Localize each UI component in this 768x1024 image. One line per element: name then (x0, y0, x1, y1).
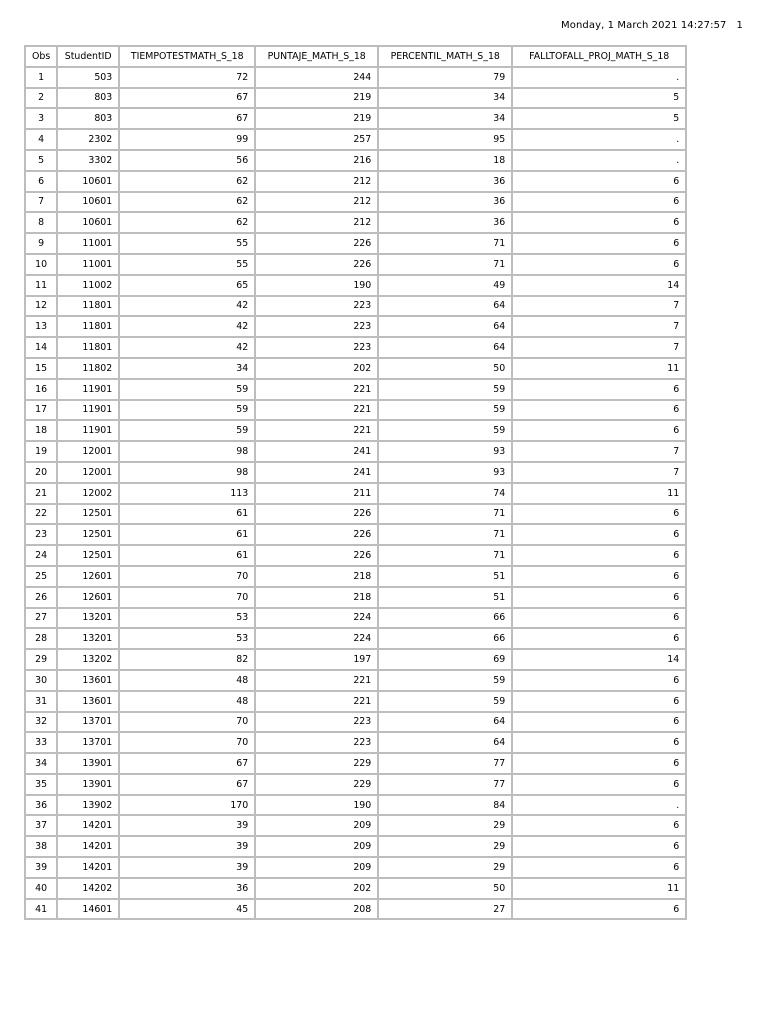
cell-percentil: 71 (379, 234, 513, 255)
cell-falltofall: 7 (513, 338, 687, 359)
cell-obs: 14 (26, 338, 58, 359)
cell-obs: 18 (26, 421, 58, 442)
column-header-tiempotestmath: TIEMPOTESTMATH_S_18 (120, 47, 256, 68)
cell-obs: 5 (26, 151, 58, 172)
cell-obs: 36 (26, 796, 58, 817)
cell-studentid: 13701 (58, 713, 120, 734)
cell-percentil: 64 (379, 713, 513, 734)
page-header (561, 20, 743, 31)
cell-falltofall: 6 (513, 858, 687, 879)
cell-puntaje: 218 (256, 588, 379, 609)
column-header-percentil-math: PERCENTIL_MATH_S_18 (379, 47, 513, 68)
table-row (26, 546, 687, 567)
cell-studentid: 13601 (58, 692, 120, 713)
cell-obs: 39 (26, 858, 58, 879)
cell-studentid: 12002 (58, 484, 120, 505)
cell-puntaje: 229 (256, 754, 379, 775)
cell-falltofall: 14 (513, 276, 687, 297)
table-row (26, 421, 687, 442)
cell-studentid: 14201 (58, 858, 120, 879)
cell-obs: 8 (26, 213, 58, 234)
cell-obs: 19 (26, 442, 58, 463)
cell-tiempotestmath: 65 (120, 276, 256, 297)
cell-percentil: 49 (379, 276, 513, 297)
cell-percentil: 29 (379, 816, 513, 837)
table-row (26, 837, 687, 858)
cell-tiempotestmath: 53 (120, 629, 256, 650)
cell-falltofall: 7 (513, 297, 687, 318)
cell-obs: 35 (26, 775, 58, 796)
cell-obs: 11 (26, 276, 58, 297)
table-row (26, 713, 687, 734)
cell-obs: 6 (26, 172, 58, 193)
cell-studentid: 11901 (58, 421, 120, 442)
cell-falltofall: 6 (513, 671, 687, 692)
cell-tiempotestmath: 42 (120, 297, 256, 318)
table-row (26, 151, 687, 172)
data-table (24, 45, 687, 920)
cell-obs: 20 (26, 463, 58, 484)
table-row (26, 442, 687, 463)
cell-tiempotestmath: 39 (120, 858, 256, 879)
cell-puntaje: 221 (256, 421, 379, 442)
table-row (26, 629, 687, 650)
cell-tiempotestmath: 45 (120, 900, 256, 921)
cell-obs: 27 (26, 609, 58, 630)
cell-tiempotestmath: 67 (120, 109, 256, 130)
cell-obs: 37 (26, 816, 58, 837)
cell-studentid: 14201 (58, 837, 120, 858)
cell-puntaje: 208 (256, 900, 379, 921)
cell-puntaje: 209 (256, 837, 379, 858)
table-row (26, 525, 687, 546)
cell-falltofall: 6 (513, 713, 687, 734)
cell-percentil: 29 (379, 837, 513, 858)
cell-studentid: 803 (58, 109, 120, 130)
table-row (26, 609, 687, 630)
cell-percentil: 71 (379, 525, 513, 546)
cell-percentil: 71 (379, 505, 513, 526)
cell-falltofall: 7 (513, 317, 687, 338)
cell-falltofall: 6 (513, 900, 687, 921)
cell-studentid: 11001 (58, 255, 120, 276)
cell-studentid: 12501 (58, 546, 120, 567)
cell-percentil: 59 (379, 671, 513, 692)
cell-obs: 3 (26, 109, 58, 130)
cell-obs: 4 (26, 130, 58, 151)
table-row (26, 130, 687, 151)
cell-studentid: 11801 (58, 297, 120, 318)
cell-studentid: 11801 (58, 338, 120, 359)
cell-studentid: 2302 (58, 130, 120, 151)
cell-falltofall: . (513, 796, 687, 817)
cell-obs: 16 (26, 380, 58, 401)
cell-tiempotestmath: 67 (120, 775, 256, 796)
cell-studentid: 11002 (58, 276, 120, 297)
cell-puntaje: 257 (256, 130, 379, 151)
cell-percentil: 66 (379, 629, 513, 650)
cell-puntaje: 223 (256, 733, 379, 754)
column-header-falltofall-proj: FALLTOFALL_PROJ_MATH_S_18 (513, 47, 687, 68)
cell-studentid: 14201 (58, 816, 120, 837)
cell-puntaje: 224 (256, 629, 379, 650)
cell-tiempotestmath: 67 (120, 754, 256, 775)
cell-falltofall: 6 (513, 609, 687, 630)
cell-studentid: 13701 (58, 733, 120, 754)
cell-tiempotestmath: 56 (120, 151, 256, 172)
cell-tiempotestmath: 99 (120, 130, 256, 151)
cell-studentid: 11901 (58, 380, 120, 401)
column-header-puntaje-math: PUNTAJE_MATH_S_18 (256, 47, 379, 68)
cell-puntaje: 221 (256, 692, 379, 713)
cell-tiempotestmath: 70 (120, 733, 256, 754)
table-row (26, 879, 687, 900)
cell-percentil: 64 (379, 317, 513, 338)
cell-tiempotestmath: 67 (120, 89, 256, 110)
cell-puntaje: 190 (256, 276, 379, 297)
cell-puntaje: 229 (256, 775, 379, 796)
cell-puntaje: 221 (256, 671, 379, 692)
cell-percentil: 27 (379, 900, 513, 921)
cell-percentil: 59 (379, 421, 513, 442)
cell-falltofall: 6 (513, 546, 687, 567)
cell-obs: 31 (26, 692, 58, 713)
cell-tiempotestmath: 48 (120, 671, 256, 692)
table-row (26, 650, 687, 671)
table-row (26, 380, 687, 401)
cell-puntaje: 226 (256, 234, 379, 255)
cell-percentil: 36 (379, 193, 513, 214)
cell-tiempotestmath: 62 (120, 213, 256, 234)
cell-studentid: 803 (58, 89, 120, 110)
cell-percentil: 64 (379, 733, 513, 754)
table-row (26, 213, 687, 234)
cell-puntaje: 221 (256, 380, 379, 401)
cell-falltofall: 7 (513, 442, 687, 463)
cell-studentid: 11001 (58, 234, 120, 255)
cell-falltofall: 5 (513, 109, 687, 130)
cell-falltofall: 14 (513, 650, 687, 671)
cell-puntaje: 218 (256, 567, 379, 588)
cell-obs: 28 (26, 629, 58, 650)
cell-percentil: 93 (379, 463, 513, 484)
cell-percentil: 59 (379, 380, 513, 401)
table-row (26, 484, 687, 505)
cell-percentil: 51 (379, 567, 513, 588)
cell-tiempotestmath: 113 (120, 484, 256, 505)
cell-studentid: 11802 (58, 359, 120, 380)
table-header-row (26, 47, 687, 68)
cell-puntaje: 244 (256, 68, 379, 89)
table-row (26, 463, 687, 484)
cell-studentid: 503 (58, 68, 120, 89)
cell-obs: 21 (26, 484, 58, 505)
cell-studentid: 13201 (58, 609, 120, 630)
cell-percentil: 69 (379, 650, 513, 671)
cell-studentid: 13901 (58, 775, 120, 796)
table-row (26, 338, 687, 359)
table-row (26, 671, 687, 692)
table-row (26, 109, 687, 130)
cell-studentid: 3302 (58, 151, 120, 172)
cell-obs: 26 (26, 588, 58, 609)
cell-studentid: 10601 (58, 193, 120, 214)
cell-falltofall: 5 (513, 89, 687, 110)
cell-studentid: 12001 (58, 463, 120, 484)
table-row (26, 234, 687, 255)
cell-puntaje: 223 (256, 713, 379, 734)
cell-obs: 12 (26, 297, 58, 318)
cell-percentil: 93 (379, 442, 513, 463)
cell-obs: 15 (26, 359, 58, 380)
table-row (26, 567, 687, 588)
cell-puntaje: 219 (256, 109, 379, 130)
cell-tiempotestmath: 53 (120, 609, 256, 630)
cell-studentid: 11801 (58, 317, 120, 338)
cell-studentid: 10601 (58, 213, 120, 234)
cell-tiempotestmath: 61 (120, 505, 256, 526)
cell-puntaje: 197 (256, 650, 379, 671)
cell-tiempotestmath: 42 (120, 317, 256, 338)
cell-obs: 40 (26, 879, 58, 900)
cell-falltofall: 6 (513, 193, 687, 214)
cell-puntaje: 223 (256, 297, 379, 318)
cell-puntaje: 211 (256, 484, 379, 505)
cell-studentid: 13202 (58, 650, 120, 671)
cell-tiempotestmath: 98 (120, 463, 256, 484)
cell-falltofall: . (513, 130, 687, 151)
cell-percentil: 77 (379, 754, 513, 775)
cell-tiempotestmath: 59 (120, 380, 256, 401)
table-row (26, 816, 687, 837)
cell-percentil: 79 (379, 68, 513, 89)
cell-falltofall: 6 (513, 421, 687, 442)
cell-falltofall: 6 (513, 172, 687, 193)
cell-obs: 38 (26, 837, 58, 858)
cell-puntaje: 223 (256, 338, 379, 359)
cell-tiempotestmath: 62 (120, 172, 256, 193)
table-row (26, 297, 687, 318)
cell-obs: 13 (26, 317, 58, 338)
cell-tiempotestmath: 48 (120, 692, 256, 713)
cell-obs: 33 (26, 733, 58, 754)
cell-percentil: 66 (379, 609, 513, 630)
cell-obs: 2 (26, 89, 58, 110)
cell-tiempotestmath: 70 (120, 567, 256, 588)
cell-studentid: 14202 (58, 879, 120, 900)
cell-puntaje: 226 (256, 505, 379, 526)
cell-falltofall: 7 (513, 463, 687, 484)
cell-percentil: 29 (379, 858, 513, 879)
cell-puntaje: 221 (256, 401, 379, 422)
cell-percentil: 18 (379, 151, 513, 172)
table-row (26, 733, 687, 754)
report-datetime: Monday, 1 March 2021 14:27:57 (561, 20, 727, 31)
cell-obs: 9 (26, 234, 58, 255)
cell-obs: 32 (26, 713, 58, 734)
table-row (26, 858, 687, 879)
cell-studentid: 12601 (58, 567, 120, 588)
cell-puntaje: 224 (256, 609, 379, 630)
cell-puntaje: 241 (256, 463, 379, 484)
cell-tiempotestmath: 36 (120, 879, 256, 900)
cell-tiempotestmath: 34 (120, 359, 256, 380)
cell-tiempotestmath: 59 (120, 421, 256, 442)
table-row (26, 276, 687, 297)
cell-falltofall: 6 (513, 567, 687, 588)
cell-percentil: 59 (379, 401, 513, 422)
cell-puntaje: 190 (256, 796, 379, 817)
cell-percentil: 71 (379, 255, 513, 276)
cell-obs: 24 (26, 546, 58, 567)
cell-tiempotestmath: 55 (120, 234, 256, 255)
cell-tiempotestmath: 170 (120, 796, 256, 817)
cell-puntaje: 226 (256, 546, 379, 567)
cell-falltofall: 11 (513, 359, 687, 380)
cell-tiempotestmath: 72 (120, 68, 256, 89)
cell-falltofall: 6 (513, 234, 687, 255)
cell-falltofall: 6 (513, 255, 687, 276)
cell-falltofall: 6 (513, 629, 687, 650)
cell-falltofall: 6 (513, 380, 687, 401)
cell-percentil: 51 (379, 588, 513, 609)
cell-obs: 10 (26, 255, 58, 276)
cell-puntaje: 219 (256, 89, 379, 110)
cell-tiempotestmath: 61 (120, 546, 256, 567)
cell-studentid: 13901 (58, 754, 120, 775)
cell-percentil: 36 (379, 172, 513, 193)
table-row (26, 193, 687, 214)
cell-percentil: 84 (379, 796, 513, 817)
cell-percentil: 74 (379, 484, 513, 505)
cell-percentil: 64 (379, 297, 513, 318)
table-row (26, 172, 687, 193)
cell-studentid: 11901 (58, 401, 120, 422)
cell-percentil: 36 (379, 213, 513, 234)
cell-obs: 25 (26, 567, 58, 588)
cell-obs: 1 (26, 68, 58, 89)
cell-puntaje: 209 (256, 858, 379, 879)
cell-falltofall: 6 (513, 401, 687, 422)
cell-tiempotestmath: 39 (120, 837, 256, 858)
page-number: 1 (736, 20, 743, 31)
cell-falltofall: 6 (513, 816, 687, 837)
cell-puntaje: 226 (256, 525, 379, 546)
cell-studentid: 14601 (58, 900, 120, 921)
cell-falltofall: 11 (513, 484, 687, 505)
cell-tiempotestmath: 39 (120, 816, 256, 837)
cell-studentid: 12501 (58, 525, 120, 546)
cell-obs: 23 (26, 525, 58, 546)
cell-falltofall: 6 (513, 525, 687, 546)
table-row (26, 900, 687, 921)
table-row (26, 796, 687, 817)
cell-tiempotestmath: 62 (120, 193, 256, 214)
cell-falltofall: 6 (513, 733, 687, 754)
cell-tiempotestmath: 55 (120, 255, 256, 276)
cell-percentil: 50 (379, 359, 513, 380)
cell-falltofall: 6 (513, 775, 687, 796)
cell-puntaje: 226 (256, 255, 379, 276)
cell-percentil: 59 (379, 692, 513, 713)
cell-studentid: 10601 (58, 172, 120, 193)
cell-falltofall: 6 (513, 213, 687, 234)
cell-percentil: 64 (379, 338, 513, 359)
cell-tiempotestmath: 42 (120, 338, 256, 359)
cell-obs: 7 (26, 193, 58, 214)
cell-puntaje: 212 (256, 213, 379, 234)
cell-puntaje: 202 (256, 879, 379, 900)
cell-falltofall: . (513, 68, 687, 89)
cell-obs: 41 (26, 900, 58, 921)
table-row (26, 754, 687, 775)
cell-puntaje: 202 (256, 359, 379, 380)
cell-tiempotestmath: 61 (120, 525, 256, 546)
cell-studentid: 12601 (58, 588, 120, 609)
table-row (26, 68, 687, 89)
cell-studentid: 12001 (58, 442, 120, 463)
cell-puntaje: 216 (256, 151, 379, 172)
column-header-obs: Obs (26, 47, 58, 68)
cell-studentid: 13201 (58, 629, 120, 650)
cell-falltofall: 6 (513, 505, 687, 526)
cell-puntaje: 209 (256, 816, 379, 837)
cell-falltofall: . (513, 151, 687, 172)
cell-falltofall: 11 (513, 879, 687, 900)
cell-studentid: 13601 (58, 671, 120, 692)
table-row (26, 692, 687, 713)
cell-tiempotestmath: 70 (120, 588, 256, 609)
column-header-studentid: StudentID (58, 47, 120, 68)
table-row (26, 401, 687, 422)
cell-percentil: 50 (379, 879, 513, 900)
cell-obs: 22 (26, 505, 58, 526)
cell-obs: 17 (26, 401, 58, 422)
cell-falltofall: 6 (513, 837, 687, 858)
cell-obs: 30 (26, 671, 58, 692)
table-row (26, 89, 687, 110)
cell-percentil: 34 (379, 89, 513, 110)
cell-tiempotestmath: 70 (120, 713, 256, 734)
table-row (26, 359, 687, 380)
cell-studentid: 13902 (58, 796, 120, 817)
table-row (26, 588, 687, 609)
table-row (26, 255, 687, 276)
cell-percentil: 77 (379, 775, 513, 796)
cell-obs: 29 (26, 650, 58, 671)
cell-falltofall: 6 (513, 588, 687, 609)
cell-studentid: 12501 (58, 505, 120, 526)
table-row (26, 317, 687, 338)
cell-tiempotestmath: 82 (120, 650, 256, 671)
cell-tiempotestmath: 98 (120, 442, 256, 463)
cell-falltofall: 6 (513, 692, 687, 713)
table-body (26, 68, 687, 921)
cell-puntaje: 241 (256, 442, 379, 463)
cell-obs: 34 (26, 754, 58, 775)
cell-puntaje: 212 (256, 193, 379, 214)
cell-tiempotestmath: 59 (120, 401, 256, 422)
table-row (26, 775, 687, 796)
table-row (26, 505, 687, 526)
cell-puntaje: 223 (256, 317, 379, 338)
cell-puntaje: 212 (256, 172, 379, 193)
cell-percentil: 95 (379, 130, 513, 151)
cell-percentil: 71 (379, 546, 513, 567)
cell-falltofall: 6 (513, 754, 687, 775)
cell-percentil: 34 (379, 109, 513, 130)
